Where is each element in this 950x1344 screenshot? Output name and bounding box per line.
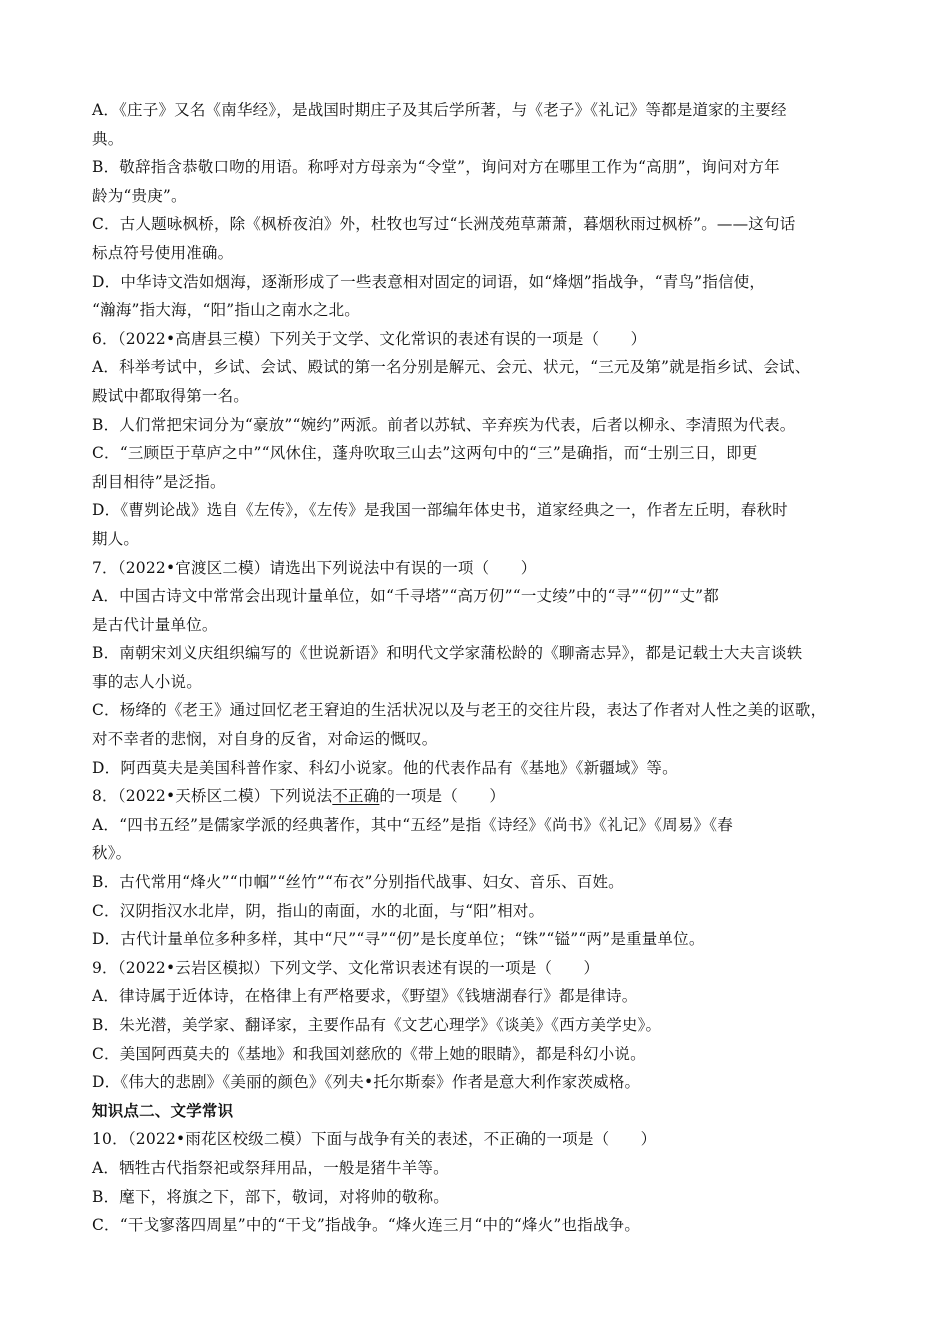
text-line: 是古代计量单位。 (92, 615, 218, 634)
text-line: A．科举考试中，乡试、会试、殿试的第一名分别是解元、会元、状元，“三元及第”就是指乡试、会试、 (92, 358, 811, 377)
question-9: 9．（2022•云岩区模拟）下列文学、文化常识表述有误的一项是（ ） (92, 958, 600, 977)
text-line: B．敬辞指含恭敬口吻的用语。称呼对方母亲为“令堂”，询问对方在哪里工作为“高朋”，询问对方年 (92, 158, 780, 177)
text-line: 龄为“贵庚”。 (92, 186, 187, 205)
text-line: C．美国阿西莫夫的《基地》和我国刘慈欣的《带上她的眼睛》，都是科幻小说。 (92, 1044, 646, 1063)
text-line: 秋》。 (92, 844, 132, 863)
question-8-prefix: 8．（2022•天桥区二模）下列说法 (92, 787, 333, 806)
text-line: A．《庄子》又名《南华经》，是战国时期庄子及其后学所著，与《老子》《礼记》等都是道家的主要经 (92, 101, 787, 119)
text-line: C．“三顾臣于草庐之中”“风休住，蓬舟吹取三山去”这两句中的“三”是确指，而“士别三日，即更 (92, 444, 758, 463)
text-line: A．律诗属于近体诗，在格律上有严格要求，《野望》《钱塘湖春行》都是律诗。 (92, 987, 638, 1006)
text-line: 典。 (92, 129, 124, 148)
text-line: B．南朝宋刘义庆组织编写的《世说新语》和明代文学家蒲松龄的《聊斋志异》，都是记载士大夫言谈轶 (92, 644, 803, 663)
text-line: A．中国古诗文中常常会出现计量单位，如“千寻塔”“高万仞”“一丈绫”中的“寻”“仞”“丈”都 (92, 587, 719, 606)
question-8 (92, 782, 870, 811)
question-8-underlined: 不正确 (332, 787, 380, 806)
question-8-suffix: 的一项是（ ） (379, 787, 506, 806)
question-7: 7．（2022•官渡区二模）请选出下列说法中有误的一项（ ） (92, 558, 537, 577)
text-line: D．《曹刿论战》选自《左传》，《左传》是我国一部编年体史书，道家经典之一，作者左丘明，春秋时 (92, 501, 788, 520)
text-line: D．《伟大的悲剧》《美丽的颜色》《列夫•托尔斯泰》作者是意大利作家茨威格。 (92, 1073, 641, 1092)
text-line: 事的志人小说。 (92, 672, 202, 691)
text-line: A．牺牲古代指祭祀或祭拜用品，一般是猪牛羊等。 (92, 1158, 449, 1177)
text-line: 刮目相待”是泛指。 (92, 472, 226, 491)
text-line: 期人。 (92, 529, 140, 548)
document-page (92, 96, 870, 1240)
text-line: B．人们常把宋词分为“豪放”“婉约”两派。前者以苏轼、辛弃疾为代表，后者以柳永、李清照为代表。 (92, 415, 796, 434)
text-line: C．古人题咏枫桥，除《枫桥夜泊》外，杜牧也写过“长洲茂苑草萧萧，暮烟秋雨过枫桥”。——这句话 (92, 215, 796, 234)
text-line: C．汉阴指汉水北岸，阴，指山的南面，水的北面，与“阳”相对。 (92, 901, 545, 920)
text-line: A．“四书五经”是儒家学派的经典著作，其中“五经”是指《诗经》《尚书》《礼记》《周易》《春 (92, 815, 733, 834)
text-line: B．麾下，将旗之下，部下，敬词，对将帅的敬称。 (92, 1187, 449, 1206)
text-line: 殿试中都取得第一名。 (92, 386, 250, 405)
text-line: D．中华诗文浩如烟海，逐渐形成了一些表意相对固定的词语，如“烽烟”指战争，“青鸟”指信使， (92, 272, 766, 291)
text-line: “瀚海”指大海，“阳”指山之南水之北。 (92, 301, 360, 320)
text-line: B．朱光潜，美学家、翻译家，主要作品有《文艺心理学》《谈美》《西方美学史》。 (92, 1016, 662, 1034)
question-6: 6．（2022•高唐县三模）下列关于文学、文化常识的表述有误的一项是（ ） (92, 329, 647, 348)
section-heading: 知识点二、文学常识 (92, 1101, 234, 1120)
text-line: C．“干戈寥落四周星”中的“干戈”指战争。“烽火连三月“中的“烽火”也指战争。 (92, 1216, 641, 1235)
text-line: 标点符号使用准确。 (92, 243, 234, 262)
text-line: B．古代常用“烽火”“巾帼”“丝竹”“布衣”分别指代战事、妇女、音乐、百姓。 (92, 873, 624, 892)
text-line: C．杨绛的《老王》通过回忆老王窘迫的生活状况以及与老王的交往片段，表达了作者对人性之美的讴歌， (92, 701, 827, 720)
text-line: D．阿西莫夫是美国科普作家、科幻小说家。他的代表作品有《基地》《新疆域》等。 (92, 758, 678, 777)
question-10: 10．（2022•雨花区校级二模）下面与战争有关的表述，不正确的一项是（ ） (92, 1130, 657, 1149)
text-line: 对不幸者的悲悯，对自身的反省，对命运的慨叹。 (92, 730, 438, 749)
text-line: D．古代计量单位多种多样，其中“尺”“寻”“仞”是长度单位；“铢”“镒”“两”是重量单位。 (92, 930, 705, 949)
